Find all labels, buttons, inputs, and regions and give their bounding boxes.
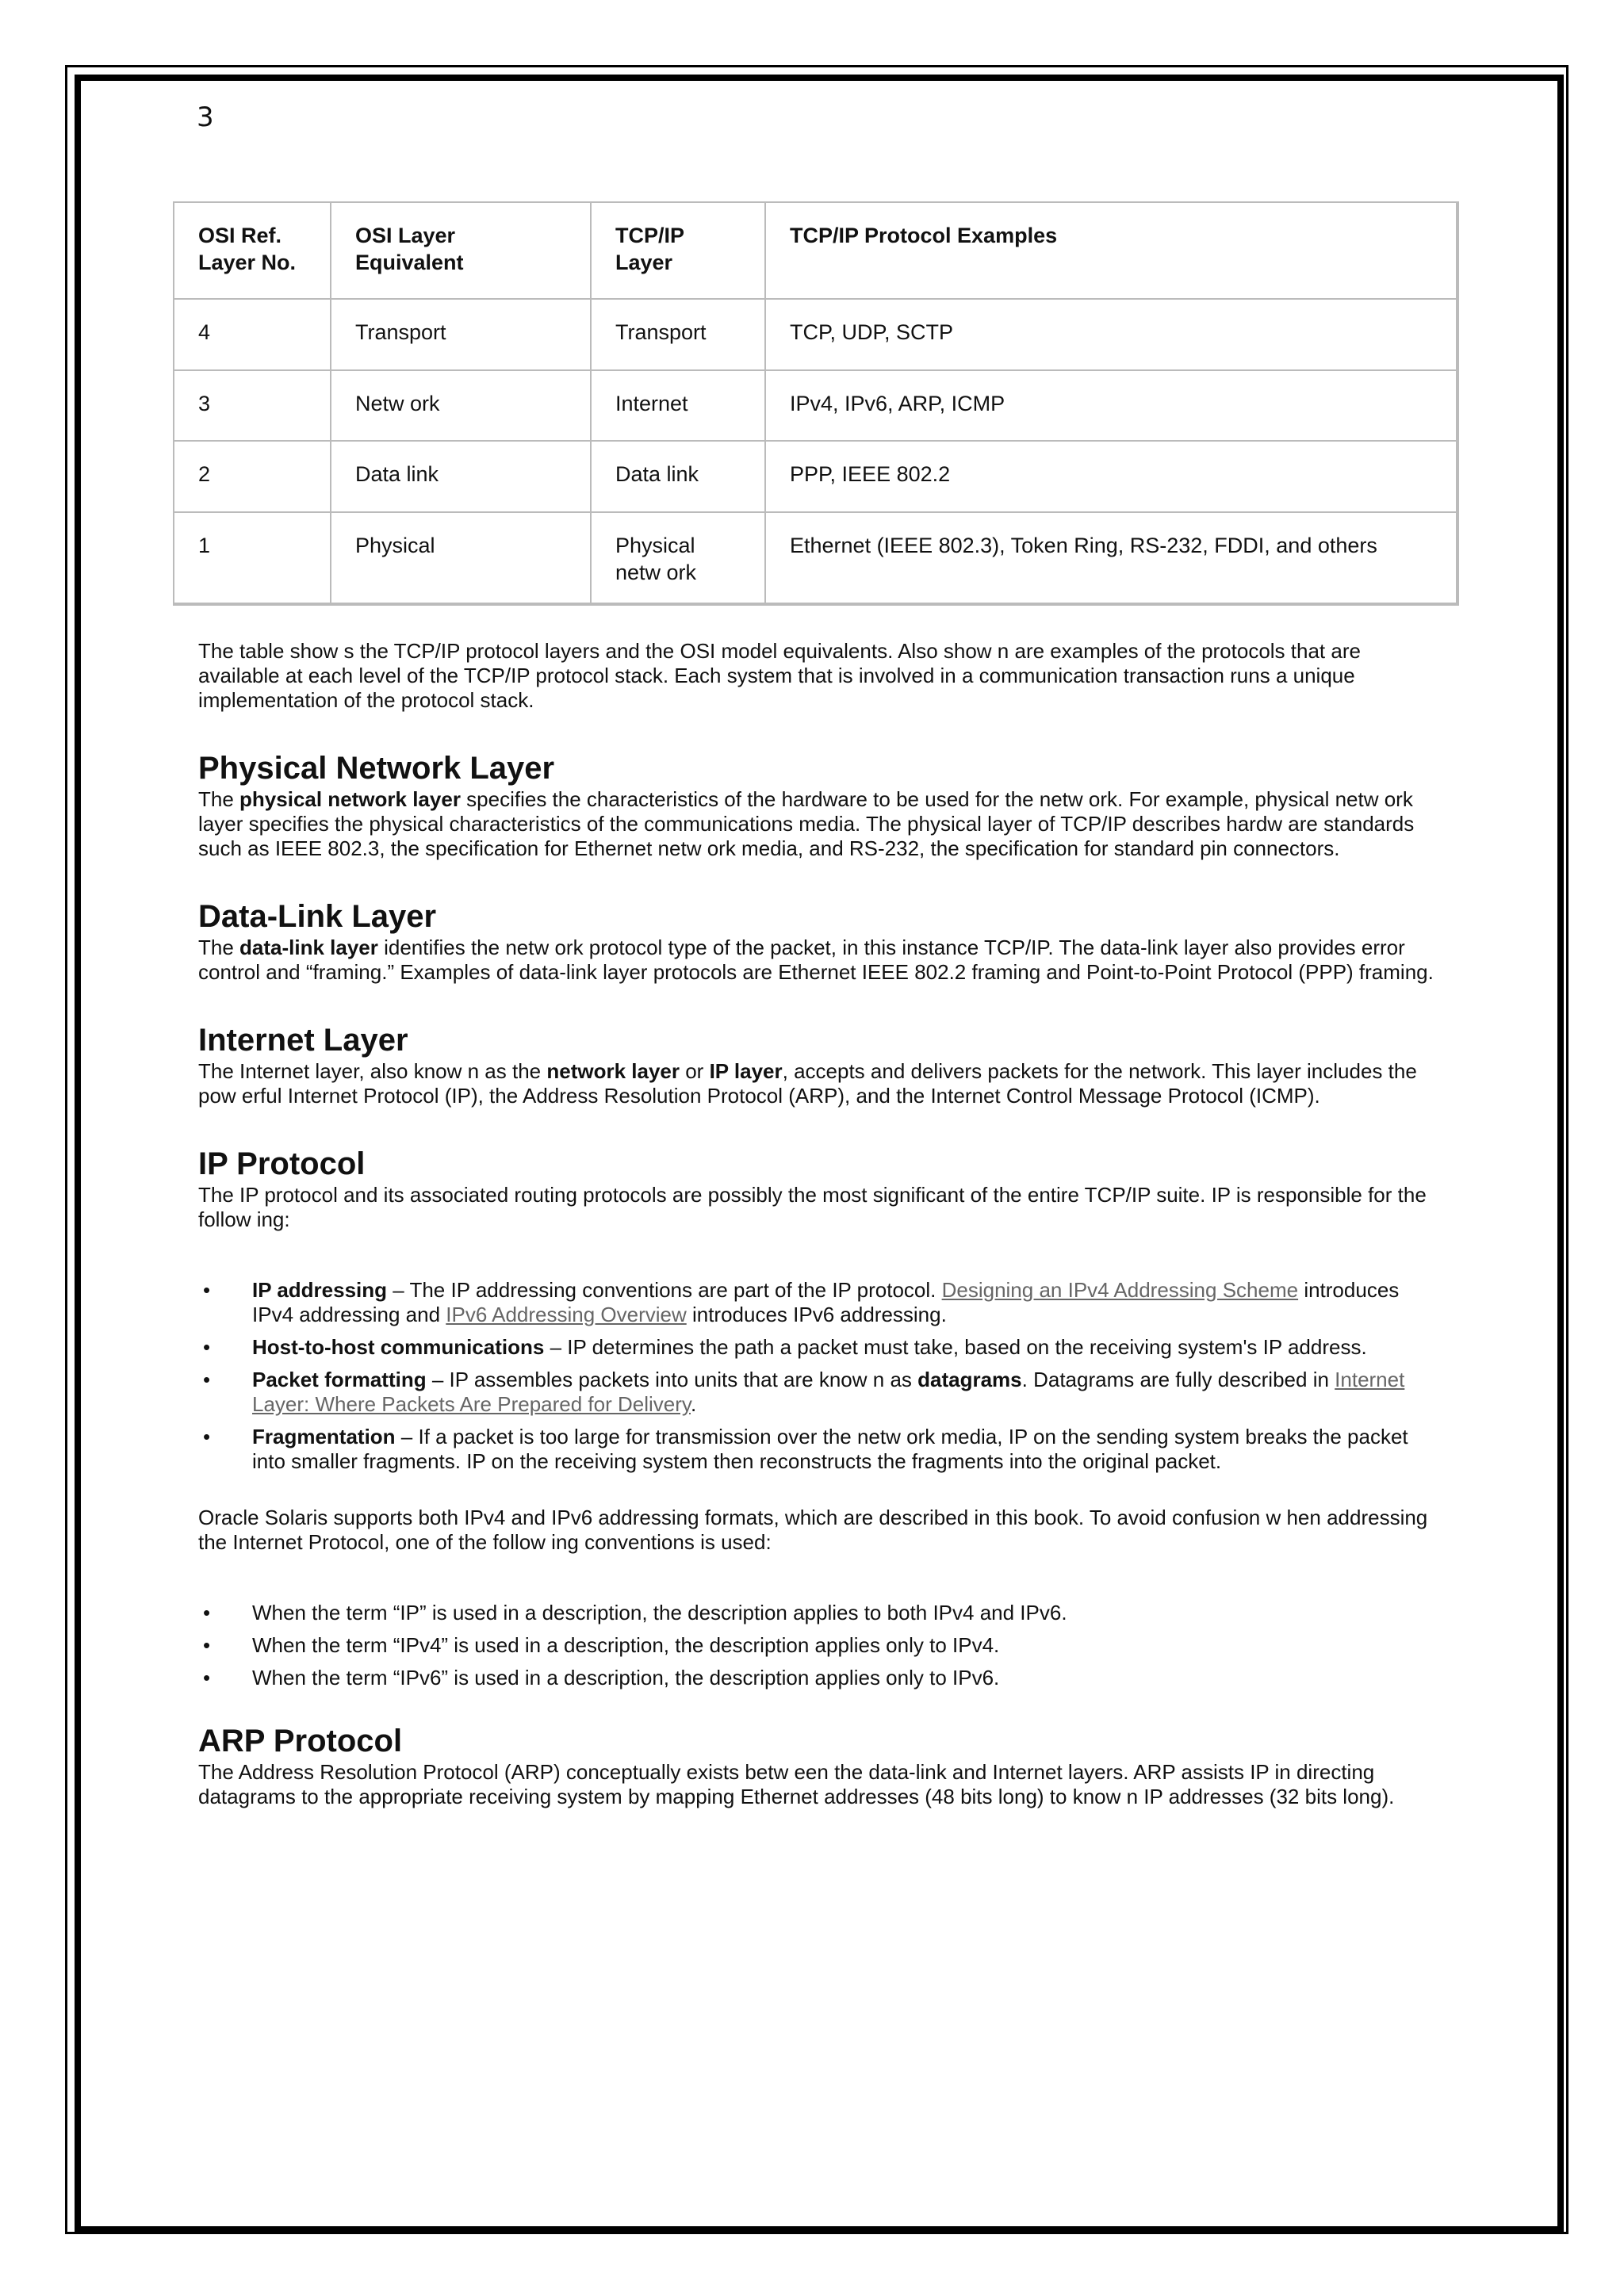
list-item: • IP addressing – The IP addressing conventions are part of the IP protocol. Designing an IPv4 Addressing Scheme introduces IPv4 addressing and IPv6 Addressing Overview introduces IPv6 addressing. <box>203 1278 1400 1326</box>
header-osi-ref: OSI Ref. Layer No. <box>174 202 331 299</box>
paragraph-physical-network-layer: The physical network layer specifies the characteristics of the hardware to be used for the netw ork. For example, physical netw ork layer specifies the physical characteristics of the communications media. The physical layer of TCP/IP describes hardw are standards such as IEEE 802.3, the specification for Ethernet netw ork media, and RS-232, the specification for standard pin connectors. <box>198 787 1415 860</box>
paragraph-arp-protocol: The Address Resolution Protocol (ARP) conceptually exists betw een the data-link and Internet layers. ARP assists IP in directing datagrams to the appropriate receiving system by mapping Ethernet addresses (48 bits long) to know n IP addresses (32 bits long). <box>198 1760 1395 1808</box>
table-cell: Transport <box>331 299 591 370</box>
table-cell: Physical netw ork <box>591 512 765 604</box>
list-item: • When the term “IP” is used in a description, the description applies to both IPv4 and IPv6. <box>203 1601 1067 1624</box>
link-ipv6-addressing-overview[interactable]: IPv6 Addressing Overview <box>446 1303 687 1326</box>
link-designing-ipv4-addressing-scheme[interactable]: Designing an IPv4 Addressing Scheme <box>941 1278 1299 1302</box>
header-tcpip-layer: TCP/IP Layer <box>591 202 765 299</box>
bullet-icon: • <box>203 1666 211 1689</box>
table-header-row <box>174 202 1457 299</box>
heading-internet-layer: Internet Layer <box>198 1023 408 1058</box>
link-internet-layer-delivery[interactable]: Internet Layer: Where Packets Are Prepared for Delivery <box>252 1368 1405 1416</box>
table-cell: 2 <box>174 441 331 512</box>
bullet-icon: • <box>203 1278 211 1302</box>
table-row <box>174 299 1457 370</box>
page-number: 3 <box>197 101 214 133</box>
ip-responsibilities-list <box>198 1278 1443 1474</box>
list-item: • Packet formatting – IP assembles packets into units that are know n as datagrams. Datagrams are fully described in Internet Layer: Where Packets Are Prepared for Delivery. <box>203 1368 1405 1416</box>
table-cell: Internet <box>591 370 765 442</box>
bullet-icon: • <box>203 1633 211 1657</box>
bullet-icon: • <box>203 1425 211 1448</box>
table-cell: Data link <box>591 441 765 512</box>
table-cell: Netw ork <box>331 370 591 442</box>
osi-tcpip-table <box>173 201 1459 606</box>
table-cell: IPv4, IPv6, ARP, ICMP <box>765 370 1457 442</box>
header-protocol-examples: TCP/IP Protocol Examples <box>765 202 1457 299</box>
heading-data-link-layer: Data-Link Layer <box>198 899 437 934</box>
table-cell: Ethernet (IEEE 802.3), Token Ring, RS-232, FDDI, and others <box>765 512 1457 604</box>
heading-arp-protocol: ARP Protocol <box>198 1724 403 1758</box>
bullet-icon: • <box>203 1368 211 1391</box>
table-row <box>174 441 1457 512</box>
paragraph-oracle-solaris: Oracle Solaris supports both IPv4 and IPv6 addressing formats, which are described in this book. To avoid confusion w hen addressing the Internet Protocol, one of the follow ing conventions is used: <box>198 1506 1428 1554</box>
list-item: • Host-to-host communications – IP determines the path a packet must take, based on the receiving system's IP address. <box>203 1335 1367 1359</box>
table-description: The table show s the TCP/IP protocol layers and the OSI model equivalents. Also show n are examples of the protocols that are available at each level of the TCP/IP protocol stack. Each system that is involved in a communication transaction runs a unique implementation of the protocol stack. <box>198 639 1361 712</box>
heading-physical-network-layer: Physical Network Layer <box>198 751 555 786</box>
table-cell: Physical <box>331 512 591 604</box>
list-item: • When the term “IPv4” is used in a description, the description applies only to IPv4. <box>203 1633 1000 1657</box>
table-cell: Transport <box>591 299 765 370</box>
paragraph-data-link-layer: The data-link layer identifies the netw ork protocol type of the packet, in this instance TCP/IP. The data-link layer also provides error control and “framing.” Examples of data-link layer protocols are Ethernet IEEE 802.2 framing and Point-to-Point Protocol (PPP) framing. <box>198 936 1434 984</box>
table-row <box>174 512 1457 604</box>
list-item: • When the term “IPv6” is used in a description, the description applies only to IPv6. <box>203 1666 1000 1689</box>
heading-ip-protocol: IP Protocol <box>198 1146 366 1181</box>
paragraph-internet-layer: The Internet layer, also know n as the network layer or IP layer, accepts and delivers packets for the network. This layer includes the pow erful Internet Protocol (IP), the Address Resolution Protocol (ARP), and the Internet Control Message Protocol (ICMP). <box>198 1059 1417 1108</box>
table-cell: 3 <box>174 370 331 442</box>
document-body <box>198 639 1443 1809</box>
bullet-icon: • <box>203 1335 211 1359</box>
table-cell: TCP, UDP, SCTP <box>765 299 1457 370</box>
table-cell: 4 <box>174 299 331 370</box>
conventions-list <box>198 1601 1443 1690</box>
table-cell: PPP, IEEE 802.2 <box>765 441 1457 512</box>
bullet-icon: • <box>203 1601 211 1624</box>
list-item: • Fragmentation – If a packet is too large for transmission over the netw ork media, IP on the sending system breaks the packet into smaller fragments. IP on the receiving system then reconstructs the fragments into the original packet. <box>203 1425 1408 1473</box>
header-osi-layer: OSI Layer Equivalent <box>331 202 591 299</box>
table-cell: 1 <box>174 512 331 604</box>
table-cell: Data link <box>331 441 591 512</box>
table-row <box>174 370 1457 442</box>
paragraph-ip-protocol: The IP protocol and its associated routing protocols are possibly the most significant of the entire TCP/IP suite. IP is responsible for the follow ing: <box>198 1183 1427 1231</box>
